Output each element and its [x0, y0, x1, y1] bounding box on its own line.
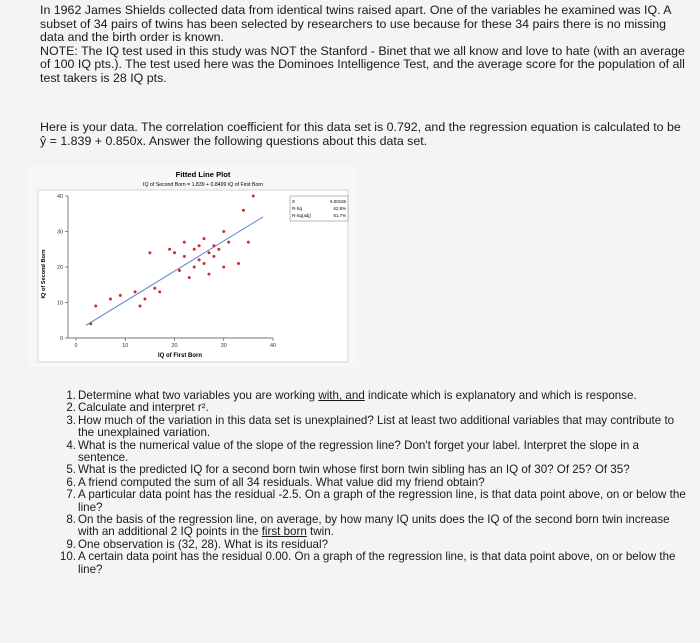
data-point — [203, 262, 206, 265]
question-text: One observation is (32, 28). What is its residual? — [78, 537, 329, 551]
x-tick-label: 20 — [171, 343, 178, 349]
data-point — [207, 273, 210, 276]
intro-section — [40, 4, 692, 86]
chart-title: Fitted Line Plot — [175, 170, 231, 179]
fitted-line-plot — [28, 166, 358, 366]
data-point — [227, 241, 230, 244]
data-point — [193, 248, 196, 251]
data-point — [188, 276, 191, 279]
question-number: 8. — [66, 513, 76, 527]
data-point — [252, 195, 255, 198]
question-number: 5. — [66, 463, 76, 477]
question-number: 4. — [66, 438, 76, 452]
x-axis-label: IQ of First Born — [158, 353, 202, 359]
y-tick-label: 30 — [57, 229, 63, 236]
question-number: 9. — [66, 537, 76, 551]
data-point — [168, 248, 171, 251]
intro-paragraph: In 1962 James Shields collected data from identical twins raised apart. One of the variables he examined was IQ. A subset of 34 pairs of twins has been selected by researchers to use because for these 34 pairs there is no missing data and the birth order is known. — [40, 3, 671, 45]
stat-label: R-Sq — [292, 206, 303, 211]
question-text: indicate which is explanatory and which is response. — [364, 389, 637, 402]
question-text: A particular data point has the residual -2.5. On a graph of the regression line, is that data point above, on or below the line? — [78, 488, 686, 514]
question-list — [56, 390, 692, 576]
data-point — [183, 241, 186, 244]
question-item — [56, 551, 692, 576]
question-text: On the basis of the regression line, on average, by how many IQ units does the IQ of the second born twin increase with an additional 2 IQ points in the — [78, 513, 670, 539]
question-text: How much of the variation in this data set is unexplained? List at least two additional variables that may contribute to the unexplained variation. — [78, 413, 675, 440]
x-tick-label: 10 — [122, 343, 129, 349]
data-point — [148, 251, 151, 254]
data-point — [222, 266, 225, 269]
data-point — [89, 322, 92, 325]
data-point — [143, 297, 146, 300]
data-point — [212, 244, 215, 247]
data-point — [158, 290, 161, 293]
question-item — [56, 489, 692, 514]
question-item — [56, 415, 692, 440]
data-point — [222, 230, 225, 233]
stat-value: 61.7% — [333, 213, 346, 218]
question-number: 6. — [66, 475, 76, 489]
data-description-line1: Here is your data. The correlation coefficient for this data set is 0.792, and the regression equation is calculated to be — [40, 120, 681, 134]
data-point — [198, 258, 201, 261]
data-point — [173, 251, 176, 254]
question-number: 7. — [66, 488, 76, 502]
data-point — [242, 209, 245, 212]
x-tick-label: 0 — [74, 343, 78, 349]
chart-subtitle: IQ of Second Born = 1.839 + 0.8499 IQ of First Born — [143, 182, 263, 188]
question-text: What is the numerical value of the slope of the regression line? Don't forget your label. Interpret the slope in a sentence. — [78, 438, 639, 465]
data-description-line2: = 1.839 + 0.850x. Answer the following questions about this data set. — [46, 134, 428, 148]
question-text: Determine what two variables you are working — [78, 389, 319, 402]
question-item — [56, 440, 692, 465]
data-point — [203, 237, 206, 240]
data-point — [198, 244, 201, 247]
stat-label: S — [292, 199, 295, 204]
stat-label: R-Sq(adj) — [292, 213, 311, 218]
question-number: 1. — [66, 389, 76, 402]
question-number: 10. — [59, 550, 76, 564]
data-point — [217, 248, 220, 251]
data-point — [139, 305, 142, 308]
x-tick-label: 40 — [270, 343, 276, 349]
data-point — [183, 255, 186, 258]
yhat-symbol: ŷ — [40, 134, 47, 148]
question-number: 2. — [66, 401, 76, 415]
question-text: twin. — [306, 525, 334, 539]
question-number: 3. — [66, 413, 76, 427]
data-point — [193, 266, 196, 269]
question-item — [56, 514, 692, 539]
data-point — [247, 241, 250, 244]
y-tick-label: 40 — [57, 194, 63, 200]
stat-value: 6.00165 — [330, 199, 346, 204]
data-point — [212, 255, 215, 258]
underlined-text: with, and — [318, 389, 365, 402]
data-point — [109, 297, 112, 300]
note-paragraph: NOTE: The IQ test used in this study was NOT the Stanford - Binet that we all know and love to hate (with an average of 100 IQ pts.). The test used here was the Dominoes Intelligence Test, and the average score for the population of all test takers is 28 IQ pts. — [40, 43, 685, 85]
question-text: What is the predicted IQ for a second born twin whose first born twin sibling has an IQ of 30? Of 25? Of 35? — [78, 463, 630, 477]
data-point — [237, 262, 240, 265]
y-tick-label: 0 — [60, 336, 63, 342]
data-point — [94, 305, 97, 308]
stat-value: 62.8% — [333, 206, 346, 211]
stats-box — [290, 196, 348, 221]
data-point — [207, 251, 210, 254]
question-text: A certain data point has the residual 0.00. On a graph of the regression line, is that data point above, on or below the line? — [78, 550, 676, 576]
question-text: Calculate and interpret r². — [78, 401, 209, 415]
x-tick-label: 30 — [220, 343, 227, 349]
data-description — [40, 120, 692, 148]
underlined-text: first born — [261, 525, 307, 539]
data-point — [134, 290, 137, 293]
question-text: A friend computed the sum of all 34 residuals. What value did my friend obtain? — [78, 475, 485, 489]
data-point — [119, 294, 122, 297]
chart-svg — [28, 166, 358, 366]
y-axis-label: IQ of Second Born — [41, 249, 47, 299]
data-point — [178, 269, 181, 272]
y-tick-label: 10 — [57, 300, 63, 307]
y-tick-label: 20 — [57, 265, 63, 271]
data-point — [153, 287, 156, 290]
